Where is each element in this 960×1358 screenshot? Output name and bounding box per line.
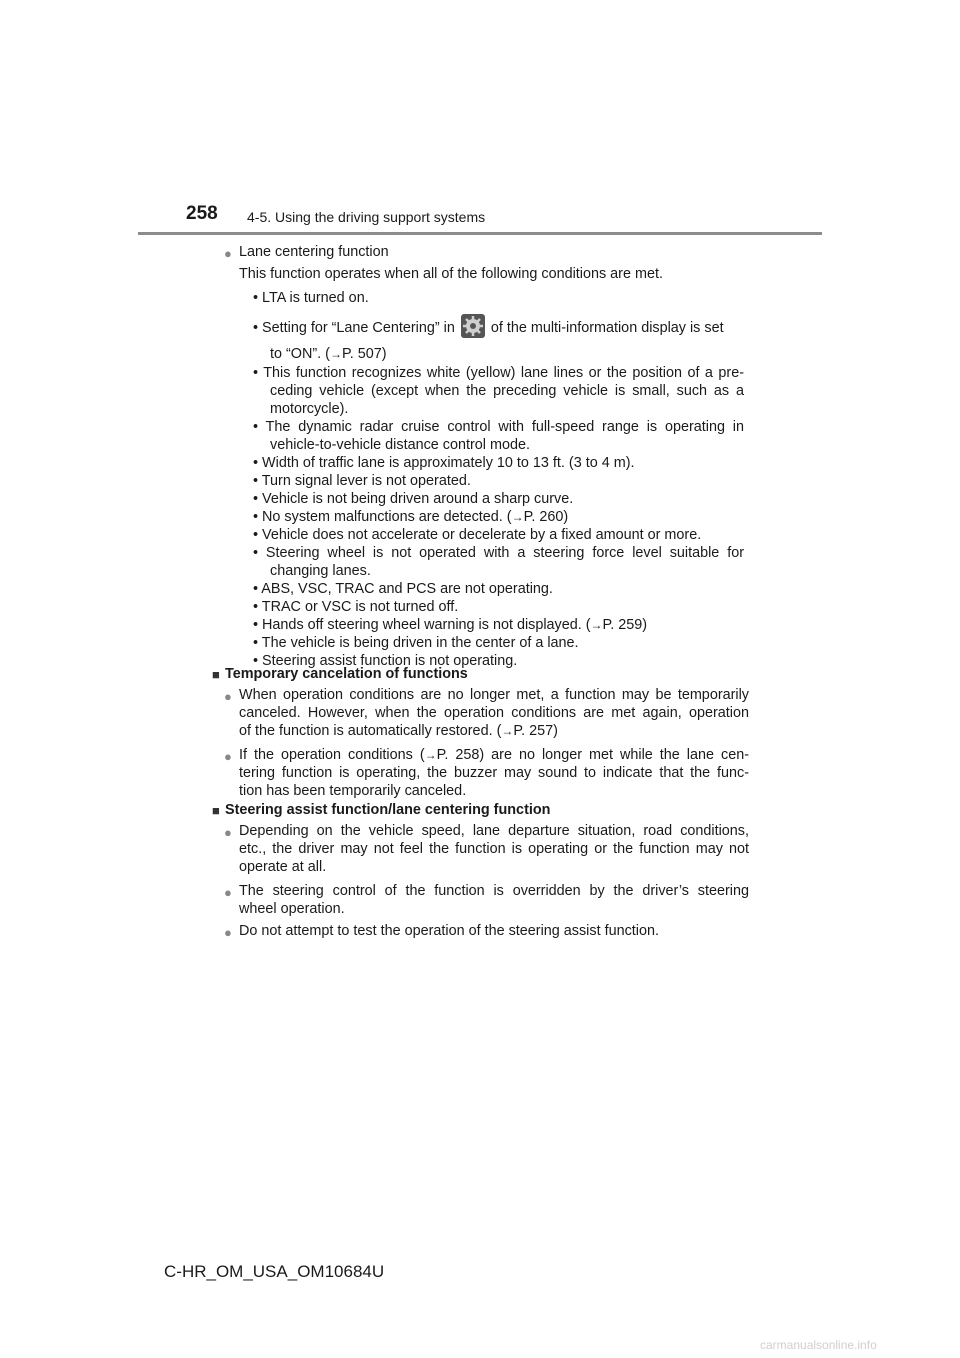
condition-item: • Steering wheel is not operated with a steering force level suitable for [253, 545, 744, 561]
steering-assist-text: etc., the driver may not feel the function is operating or the function may not [239, 841, 749, 857]
arrow-right-icon: → [501, 724, 514, 738]
condition-item: • ABS, VSC, TRAC and PCS are not operating. [253, 581, 553, 597]
condition-text: to “ON”. ( [270, 346, 330, 362]
document-code: C-HR_OM_USA_OM10684U [164, 1262, 385, 1281]
arrow-right-icon: → [590, 618, 603, 632]
bullet-dot-icon: ● [224, 885, 232, 900]
condition-item [253, 616, 647, 634]
temporary-cancel-text: When operation conditions are no longer met, a function may be temporarily [239, 687, 749, 703]
header-rule [138, 232, 822, 235]
condition-text: • Hands off steering wheel warning is not displayed. ( [253, 617, 591, 633]
condition-item-cont [270, 345, 387, 363]
page-reference-link[interactable]: P. 507) [341, 346, 387, 362]
section-title: 4-5. Using the driving support systems [247, 209, 486, 225]
temporary-cancel-text [239, 746, 749, 764]
condition-item: • TRAC or VSC is not turned off. [253, 599, 459, 615]
temporary-cancel-text [239, 722, 558, 740]
temporary-cancel-text: canceled. However, when the operation conditions are met again, operation [239, 705, 749, 721]
condition-item-cont: changing lanes. [270, 563, 371, 579]
arrow-right-icon: → [424, 748, 437, 762]
bullet-dot-icon: ● [224, 825, 232, 840]
settings-gear-icon [461, 314, 485, 338]
condition-item: • Vehicle does not accelerate or decelerate by a fixed amount or more. [253, 527, 702, 543]
site-watermark: carmanualsonline.info [760, 1338, 877, 1352]
condition-item: • This function recognizes white (yellow) lane lines or the position of a pre- [253, 365, 744, 381]
steering-assist-text: Do not attempt to test the operation of the steering assist function. [239, 923, 659, 939]
condition-item: • Steering assist function is not operating. [253, 653, 518, 669]
page-reference-link[interactable]: P. 259) [602, 617, 648, 633]
page-reference-link[interactable]: P. 258) are no longer met while the lane cen- [436, 747, 749, 763]
steering-assist-text: wheel operation. [239, 901, 345, 917]
body-text: of the function is automatically restored. ( [239, 723, 502, 739]
square-bullet-icon: ■ [212, 667, 220, 682]
condition-item: • Width of traffic lane is approximately 10 to 13 ft. (3 to 4 m). [253, 455, 635, 471]
condition-item: • Turn signal lever is not operated. [253, 473, 471, 489]
steering-assist-text: The steering control of the function is overridden by the driver’s steering [239, 883, 749, 899]
condition-text: • No system malfunctions are detected. ( [253, 509, 512, 525]
arrow-right-icon: → [511, 510, 524, 524]
page-number: 258 [186, 203, 218, 224]
bullet-dot-icon: ● [224, 925, 232, 940]
condition-item-cont: ceding vehicle (except when the preceding vehicle is small, such as a [270, 383, 744, 399]
steering-assist-text: Depending on the vehicle speed, lane departure situation, road conditions, [239, 823, 749, 839]
condition-text: of the multi-information display is set [490, 319, 724, 336]
bullet-dot-icon: ● [224, 749, 232, 764]
condition-text: • Setting for “Lane Centering” in [253, 319, 455, 336]
condition-item: • LTA is turned on. [253, 290, 369, 306]
lane-centering-intro: This function operates when all of the following conditions are met. [239, 266, 663, 282]
condition-item-cont: vehicle-to-vehicle distance control mode. [270, 437, 530, 453]
condition-item [253, 316, 724, 340]
page-header [0, 0, 960, 240]
arrow-right-icon: → [329, 347, 342, 361]
temporary-cancel-heading: Temporary cancelation of functions [225, 666, 468, 682]
condition-item: • The dynamic radar cruise control with full-speed range is operating in [253, 419, 744, 435]
condition-item: • The vehicle is being driven in the center of a lane. [253, 635, 579, 651]
temporary-cancel-text: tion has been temporarily canceled. [239, 783, 467, 799]
condition-item: • Vehicle is not being driven around a sharp curve. [253, 491, 574, 507]
bullet-dot-icon: ● [224, 246, 232, 261]
page-reference-link[interactable]: P. 257) [513, 723, 558, 739]
lane-centering-heading: Lane centering function [239, 244, 389, 260]
temporary-cancel-text: tering function is operating, the buzzer may sound to indicate that the func- [239, 765, 749, 781]
steering-assist-text: operate at all. [239, 859, 327, 875]
condition-item [253, 508, 568, 526]
steering-assist-heading: Steering assist function/lane centering function [225, 802, 551, 818]
body-text: If the operation conditions ( [239, 747, 425, 763]
square-bullet-icon: ■ [212, 803, 220, 818]
condition-item-cont: motorcycle). [270, 401, 349, 417]
page-reference-link[interactable]: P. 260) [523, 509, 569, 525]
bullet-dot-icon: ● [224, 689, 232, 704]
